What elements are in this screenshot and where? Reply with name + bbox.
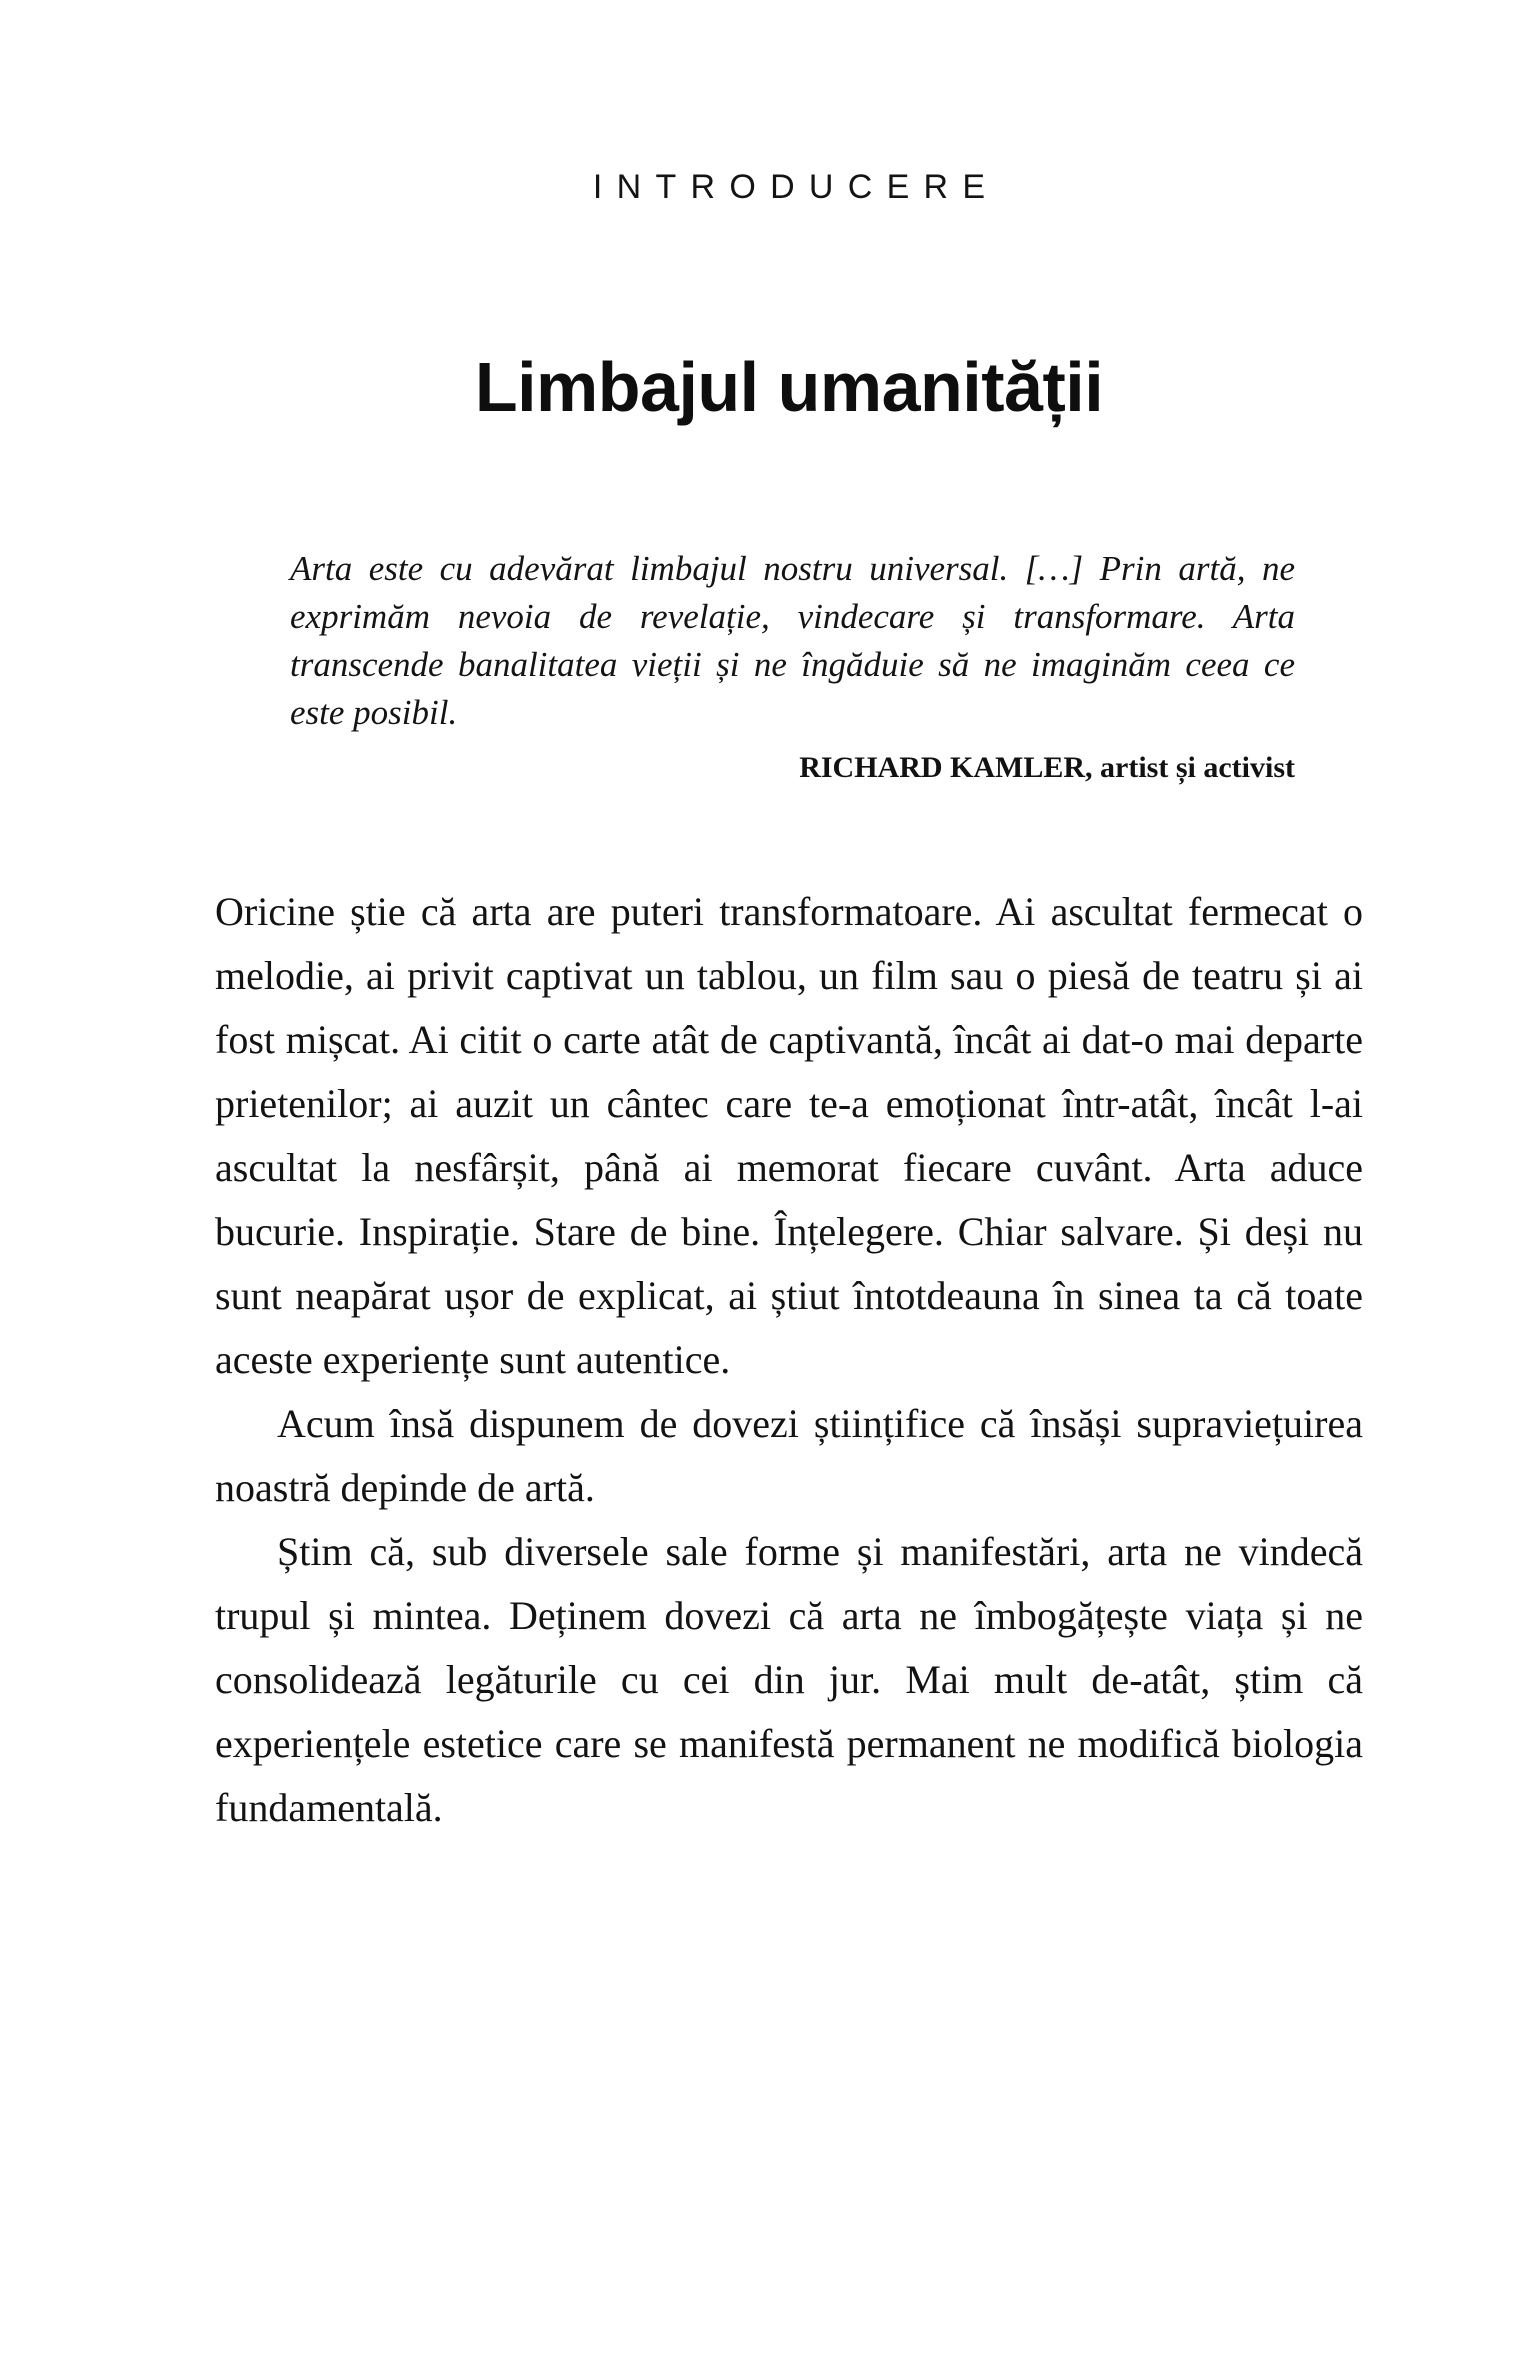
body-text (215, 880, 1363, 1840)
epigraph-attribution (290, 751, 1295, 785)
paragraph-2: Acum însă dispunem de dovezi științifice că însăși supraviețuirea noastră depinde de artă. (215, 1401, 1363, 1510)
attribution-name: RICHARD KAMLER, (799, 751, 1093, 784)
epigraph (215, 545, 1363, 785)
paragraph-1: Oricine știe că arta are puteri transformatoare. Ai ascultat fermecat o melodie, ai privit captivat un tablou, un film sau o piesă de teatru și ai fost mișcat. Ai citit o carte atât de captivantă, încât ai dat-o mai departe prietenilor; ai auzit un cântec care te-a emoționat într-atât, încât l-ai ascultat la nesfârșit, până ai memorat fiecare cuvânt. Arta aduce bucurie. Inspirație. Stare de bine. Înțelegere. Chiar salvare. Și deși nu sunt neapărat ușor de explicat, ai știut întotdeauna în sinea ta că toate aceste experiențe sunt autentice. (215, 889, 1363, 1382)
chapter-title: Limbajul umanității (474, 348, 1104, 426)
attribution-role: artist și activist (1092, 751, 1295, 784)
paragraph-3: Știm că, sub diversele sale forme și manifestări, arta ne vindecă trupul și mintea. Deținem dovezi că arta ne îmbogățește viața și ne consolidează legăturile cu cei din jur. Mai mult de-atât, știm că experiențele estetice care se manifestă permanent ne modifică biologia fundamentală. (215, 1529, 1363, 1830)
chapter-kicker: INTRODUCERE (592, 168, 1000, 206)
epigraph-text: Arta este cu adevărat limbajul nostru universal. […] Prin artă, ne exprimăm nevoia de revelație, vindecare și transformare. Arta transcende banalitatea vieții și ne îngăduie să ne imaginăm ceea ce este posibil. (290, 549, 1295, 732)
